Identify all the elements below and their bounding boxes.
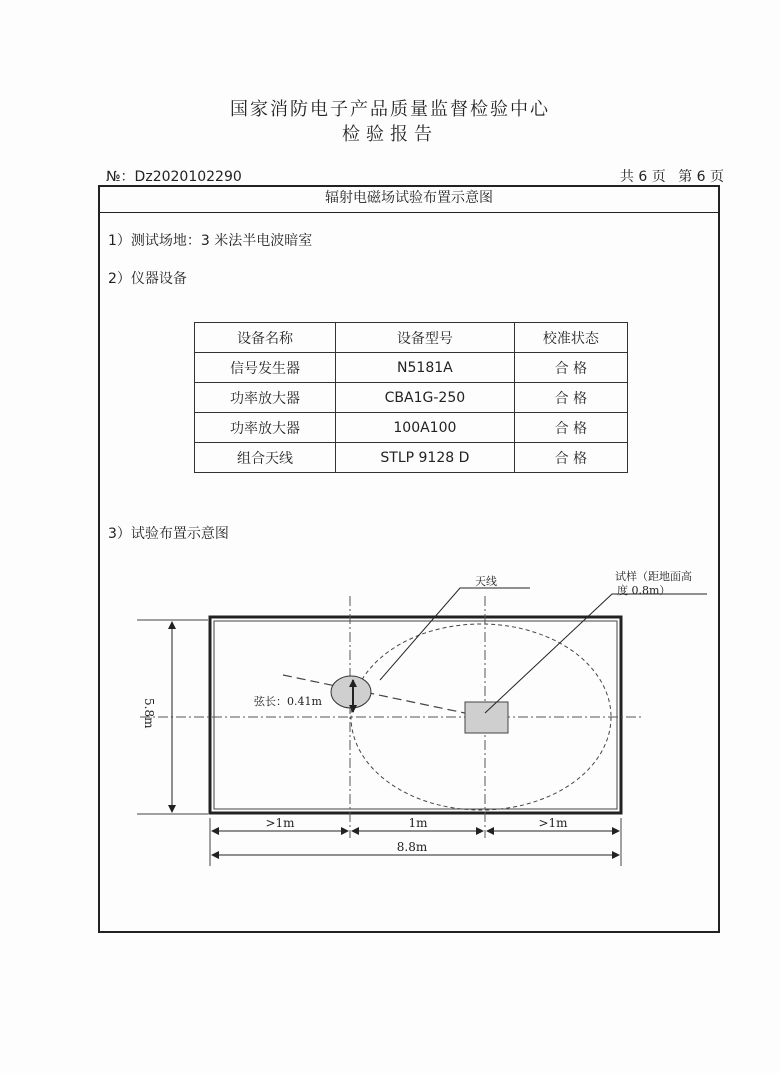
chamber-inner-wall <box>214 621 617 809</box>
layout-item: 3）试验布置示意图 <box>108 526 229 542</box>
sample-label-line1: 试样（距地面高 <box>615 570 692 583</box>
dim-right-label: >1m <box>538 816 568 830</box>
header-name: 设备名称 <box>195 323 336 353</box>
test-site-item: 1）测试场地：3 米法半电波暗室 <box>108 233 313 249</box>
header-model: 设备型号 <box>336 323 515 353</box>
total-pages: 共 6 页 <box>619 169 666 185</box>
current-page: 第 6 页 <box>678 169 724 185</box>
sample-box <box>465 702 508 733</box>
dim-mid-label: 1m <box>408 816 428 830</box>
report-number: №：Dz2020102290 <box>106 169 242 185</box>
cell-status: 合 格 <box>514 353 627 383</box>
chord-length-label: 弦长：0.41m <box>254 695 322 708</box>
cell-status: 合 格 <box>514 413 627 443</box>
dim-left-label: >1m <box>265 816 295 830</box>
document-title: 检验报告 <box>342 124 438 145</box>
sample-label-line2: 度 0.8m） <box>617 584 671 597</box>
antenna-label: 天线 <box>475 575 497 588</box>
cell-model: STLP 9128 D <box>336 443 515 473</box>
cell-model: CBA1G-250 <box>336 383 515 413</box>
chamber-outer-wall <box>210 617 621 813</box>
header-status: 校准状态 <box>514 323 627 353</box>
cell-status: 合 格 <box>514 383 627 413</box>
cell-name: 组合天线 <box>195 443 336 473</box>
section-title: 辐射电磁场试验布置示意图 <box>98 185 720 213</box>
cell-model: N5181A <box>336 353 515 383</box>
cell-name: 功率放大器 <box>195 413 336 443</box>
cell-name: 功率放大器 <box>195 383 336 413</box>
antenna-leader <box>380 588 530 680</box>
dim-total-label: 8.8m <box>396 840 428 854</box>
cell-status: 合 格 <box>514 443 627 473</box>
sample-leader <box>485 594 707 713</box>
height-label: 5.8m <box>142 698 156 729</box>
antenna-shape <box>331 676 371 708</box>
equipment-item: 2）仪器设备 <box>108 271 187 287</box>
org-name: 国家消防电子产品质量监督检验中心 <box>230 99 550 120</box>
cell-model: 100A100 <box>336 413 515 443</box>
cell-name: 信号发生器 <box>195 353 336 383</box>
